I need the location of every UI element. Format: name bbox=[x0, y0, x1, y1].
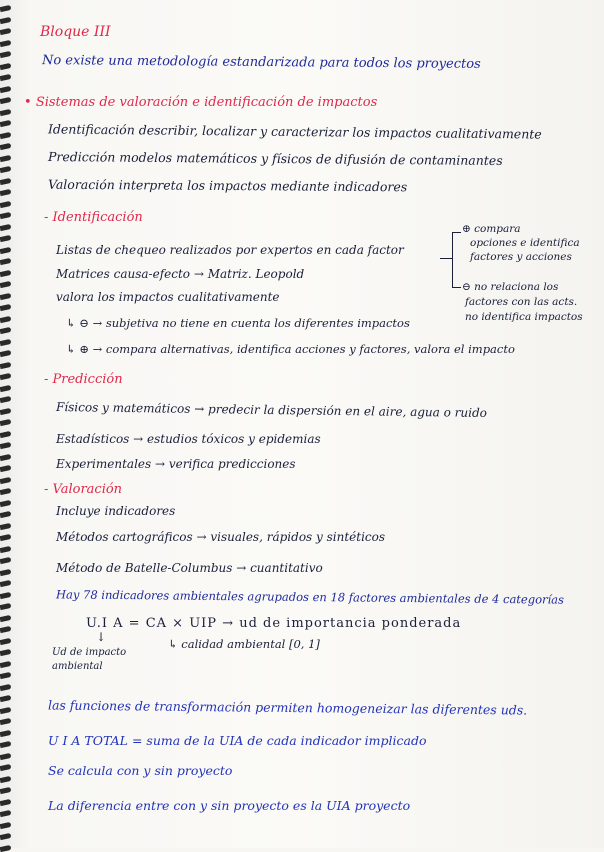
spiral-ring bbox=[0, 649, 11, 656]
metodos-line: Métodos cartográficos → visuales, rápidos y sintéticos bbox=[56, 530, 386, 544]
spiral-ring bbox=[0, 695, 11, 702]
fisicos-line: Físicos y matemáticos → predecir la dispersión en el aire, agua o ruido bbox=[55, 399, 488, 421]
uia-total-line: U I A TOTAL = suma de la UIA de cada indicador implicado bbox=[48, 733, 427, 748]
formula-line: U.I A = CA × UIP → ud de importancia ponderada bbox=[86, 616, 462, 631]
hay78-line: Hay 78 indicadores ambientales agrupados en 18 factores ambientales de 4 categorías bbox=[55, 587, 565, 607]
spiral-ring bbox=[0, 683, 11, 690]
systems-heading: • Sistemas de valoración e identificación de impactos bbox=[24, 95, 378, 110]
section-heading: Bloque III bbox=[40, 24, 111, 40]
prediction-definition: Predicción modelos matemáticos y físicos de difusión de contaminantes bbox=[47, 149, 503, 168]
bracket-connector bbox=[440, 258, 452, 259]
spiral-ring bbox=[0, 798, 11, 805]
spiral-ring bbox=[0, 396, 11, 403]
spiral-ring bbox=[0, 235, 11, 242]
spiral-ring bbox=[0, 764, 11, 771]
ud-impacto-2: ambiental bbox=[52, 661, 103, 672]
checklist-line: Listas de chequeo realizados por expertos en cada factor bbox=[56, 243, 404, 257]
side-plus: ⊕ compara bbox=[462, 223, 521, 235]
spiral-ring bbox=[0, 74, 11, 81]
ud-impacto: Ud de impacto bbox=[52, 647, 127, 658]
spiral-ring bbox=[0, 39, 11, 46]
arrow-down-icon: ↓ bbox=[96, 630, 107, 644]
spiral-ring bbox=[0, 62, 11, 69]
bracket bbox=[452, 232, 461, 288]
spiral-ring bbox=[0, 16, 11, 23]
spiral-ring bbox=[0, 557, 11, 564]
spiral-ring bbox=[0, 476, 11, 483]
spiral-ring bbox=[0, 407, 11, 414]
spiral-ring bbox=[0, 246, 11, 253]
spiral-ring bbox=[0, 499, 11, 506]
spiral-ring bbox=[0, 442, 11, 449]
spiral-ring bbox=[0, 269, 11, 276]
calidad-line: ↳ calidad ambiental [0, 1] bbox=[168, 637, 320, 651]
spiral-ring bbox=[0, 384, 11, 391]
spiral-ring bbox=[0, 338, 11, 345]
valuation-heading: - Valoración bbox=[44, 482, 123, 497]
spiral-ring bbox=[0, 844, 11, 851]
side-minus-3: no identifica impactos bbox=[465, 311, 583, 323]
spiral-ring bbox=[0, 143, 11, 150]
spiral-ring bbox=[0, 131, 11, 138]
experimentales-line: Experimentales → verifica predicciones bbox=[56, 457, 296, 471]
funciones-line: las funciones de transformación permiten homogeneizar las diferentes uds. bbox=[47, 697, 528, 718]
spiral-ring bbox=[0, 511, 11, 518]
spiral-ring bbox=[0, 51, 11, 58]
matrices-line: Matrices causa-efecto → Matriz. Leopold bbox=[56, 267, 305, 281]
spiral-ring bbox=[0, 292, 11, 299]
spiral-ring bbox=[0, 327, 11, 334]
side-plus-2: opciones e identifica bbox=[470, 237, 580, 249]
spiral-ring bbox=[0, 315, 11, 322]
identification-heading: - Identificación bbox=[44, 210, 143, 225]
spiral-ring bbox=[0, 97, 11, 104]
spiral-ring bbox=[0, 614, 11, 621]
valuation-definition: Valoración interpreta los impactos mediante indicadores bbox=[47, 176, 408, 195]
spiral-ring bbox=[0, 706, 11, 713]
intro-line: No existe una metodología estandarizada para todos los proyectos bbox=[41, 53, 481, 72]
spiral-ring bbox=[0, 28, 11, 35]
minus-item: ↳ ⊖ → subjetiva no tiene en cuenta los diferentes impactos bbox=[66, 316, 410, 330]
spiral-ring bbox=[0, 108, 11, 115]
spiral-ring bbox=[0, 741, 11, 748]
spiral-ring bbox=[0, 5, 11, 12]
spiral-ring bbox=[0, 568, 11, 575]
batelle-line: Método de Batelle-Columbus → cuantitativo bbox=[56, 561, 323, 575]
prediction-heading: - Predicción bbox=[44, 372, 123, 387]
spiral-ring bbox=[0, 603, 11, 610]
spiral-ring bbox=[0, 154, 11, 161]
spiral-ring bbox=[0, 775, 11, 782]
identification-definition: Identificación describir, localizar y caracterizar los impactos cualitativamente bbox=[47, 121, 542, 142]
spiral-ring bbox=[0, 361, 11, 368]
diferencia-line: La diferencia entre con y sin proyecto es la UIA proyecto bbox=[48, 798, 411, 813]
spiral-ring bbox=[0, 430, 11, 437]
spiral-ring bbox=[0, 718, 11, 725]
spiral-ring bbox=[0, 787, 11, 794]
estadisticos-line: Estadísticos → estudios tóxicos y epidemias bbox=[56, 432, 321, 446]
spiral-ring bbox=[0, 304, 11, 311]
side-minus-2: factores con las acts. bbox=[465, 296, 578, 308]
spiral-ring bbox=[0, 350, 11, 357]
spiral-ring bbox=[0, 419, 11, 426]
spiral-ring bbox=[0, 637, 11, 644]
side-minus: ⊖ no relaciona los bbox=[462, 281, 559, 293]
plus-item: ↳ ⊕ → compara alternativas, identifica acciones y factores, valora el impacto bbox=[66, 342, 515, 356]
spiral-ring bbox=[0, 591, 11, 598]
spiral-ring bbox=[0, 545, 11, 552]
spiral-ring bbox=[0, 465, 11, 472]
spiral-ring bbox=[0, 177, 11, 184]
spiral-ring bbox=[0, 672, 11, 679]
spiral-ring bbox=[0, 729, 11, 736]
systems-heading-text: Sistemas de valoración e identificación de impactos bbox=[35, 95, 378, 110]
spiral-ring bbox=[0, 534, 11, 541]
spiral-ring bbox=[0, 85, 11, 92]
incluye-line: Incluye indicadores bbox=[56, 504, 176, 518]
spiral-ring bbox=[0, 258, 11, 265]
spiral-ring bbox=[0, 626, 11, 633]
valora-line: valora los impactos cualitativamente bbox=[56, 290, 280, 304]
spiral-ring bbox=[0, 453, 11, 460]
spiral-binding bbox=[0, 0, 16, 848]
spiral-ring bbox=[0, 821, 11, 828]
spiral-ring bbox=[0, 752, 11, 759]
spiral-ring bbox=[0, 212, 11, 219]
spiral-ring bbox=[0, 166, 11, 173]
spiral-ring bbox=[0, 223, 11, 230]
spiral-ring bbox=[0, 810, 11, 817]
spiral-ring bbox=[0, 580, 11, 587]
spiral-ring bbox=[0, 281, 11, 288]
spiral-ring bbox=[0, 200, 11, 207]
spiral-ring bbox=[0, 189, 11, 196]
spiral-ring bbox=[0, 373, 11, 380]
spiral-ring bbox=[0, 488, 11, 495]
spiral-ring bbox=[0, 522, 11, 529]
spiral-ring bbox=[0, 660, 11, 667]
spiral-ring bbox=[0, 120, 11, 127]
side-plus-3: factores y acciones bbox=[470, 251, 572, 263]
spiral-ring bbox=[0, 833, 11, 840]
se-calcula-line: Se calcula con y sin proyecto bbox=[48, 763, 233, 778]
